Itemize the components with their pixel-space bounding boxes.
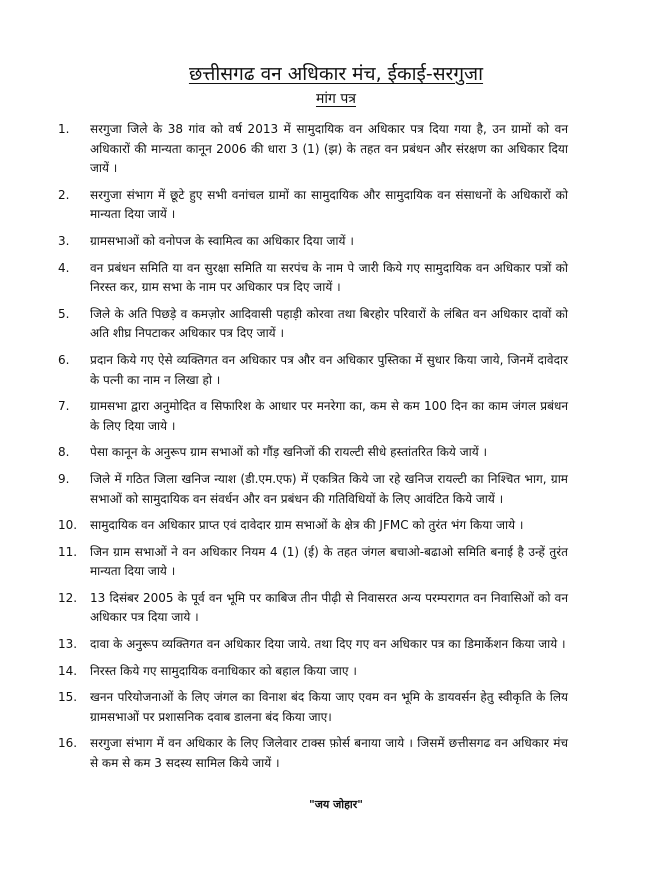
item-number: 5. [58, 306, 70, 321]
item-text: प्रदान किये गए ऐसे व्यक्तिगत वन अधिकार पत्र और वन अधिकार पुस्तिका में सुधार किया जाये, जिनमें दावेदार के पत्नी का नाम न लिखा हो । [90, 352, 568, 387]
item-number: 15. [58, 690, 78, 705]
item-number: 4. [58, 260, 70, 275]
demand-list [58, 120, 568, 781]
item-text: जिन ग्राम सभाओं ने वन अधिकार नियम 4 (1) (ई) के तहत जंगल बचाओ-बढाओ समिति बनाई है उन्हें तुरंत मान्यता दिया जाये । [90, 544, 568, 579]
item-text: दावा के अनुरूप व्यक्तिगत वन अधिकार दिया जाये. तथा दिए गए वन अधिकार पत्र का डिमार्केशन किया जाये । [90, 637, 566, 652]
item-number: 11. [58, 544, 78, 559]
demand-item [58, 470, 568, 509]
item-text: निरस्त किये गए सामुदायिक वनाधिकार को बहाल किया जाए । [90, 663, 357, 678]
demand-item [58, 516, 568, 536]
item-text: सरगुजा संभाग में वन अधिकार के लिए जिलेवार टाक्स फ़ोर्स बनाया जाये । जिसमें छत्तीसगढ वन अधिकार मंच से कम से कम 3 सदस्य सामिल किये जायें । [90, 736, 568, 771]
demand-item [58, 443, 568, 463]
item-text: जिले में गठित जिला खनिज न्याश (डी.एम.एफ) में एकत्रित किये जा रहे खनिज रायल्टी का निश्चित भाग, ग्राम सभाओं को सामुदायिक वन संवर्धन और वन प्रबंधन की गतिविधियों के लिए आवंटित किये जायें । [90, 471, 568, 506]
demand-item [58, 259, 568, 298]
item-number: 6. [58, 352, 70, 367]
demand-item [58, 543, 568, 582]
demand-item [58, 232, 568, 252]
item-number: 3. [58, 233, 70, 248]
demand-item [58, 662, 568, 682]
item-number: 1. [58, 122, 70, 136]
item-text: पेसा कानून के अनुरूप ग्राम सभाओं को गौंड़ खनिजों की रायल्टी सीधे हस्तांतरित किये जायें । [90, 445, 488, 460]
demand-item [58, 734, 568, 773]
demand-item [58, 120, 568, 179]
demand-item [58, 186, 568, 225]
document-title-text: छत्तीसगढ वन अधिकार मंच, ईकाई-सरगुजा [188, 63, 484, 85]
closing-salutation: "जय जोहार" [308, 798, 364, 811]
demand-item [58, 351, 568, 390]
item-number: 10. [58, 518, 78, 533]
demand-item [58, 589, 568, 628]
item-number: 2. [58, 187, 70, 202]
demand-item [58, 305, 568, 344]
item-number: 14. [58, 663, 78, 678]
item-text: सरगुजा जिले के 38 गांव को वर्ष 2013 में सामुदायिक वन अधिकार पत्र दिया गया है, उन ग्रामों को वन अधिकारों की मान्यता कानून 2006 की धारा 3 (1) (झ) के तहत वन प्रबंधन और संरक्षण का अधिकार दिया जायें । [90, 122, 568, 176]
item-number: 13. [58, 637, 78, 652]
item-number: 7. [58, 399, 70, 414]
document-title [0, 60, 672, 86]
item-number: 8. [58, 445, 70, 460]
demand-item [58, 635, 568, 655]
item-text: सरगुजा संभाग में छूटे हुए सभी वनांचल ग्रामों का सामुदायिक और सामुदायिक वन संसाधनों के अधिकारों को मान्यता दिया जायें । [90, 187, 568, 222]
item-text: खनन परियोजनाओं के लिए जंगल का विनाश बंद किया जाए एवम वन भूमि के डायवर्सन हेतु स्वीकृति के लिय ग्रामसभाओं पर प्रशासनिक दवाब डालना बंद किया जाए। [90, 690, 568, 724]
item-number: 12. [58, 590, 78, 605]
item-text: सामुदायिक वन अधिकार प्राप्त एवं दावेदार ग्राम सभाओं के क्षेत्र की JFMC को तुरंत भंग किया जाये । [90, 518, 524, 533]
item-text: 13 दिसंबर 2005 के पूर्व वन भूमि पर काबिज तीन पीढ़ी से निवासरत अन्य परम्परागत वन निवासिओं को वन अधिकार पत्र दिया जाये । [90, 590, 568, 625]
item-text: जिले के अति पिछड़े व कमज़ोर आदिवासी पहाड़ी कोरवा तथा बिरहोर परिवारों के लंबित वन अधिकार दावों को अति शीघ्र निपटाकर अधिकार पत्र दिए जायें । [90, 306, 568, 341]
item-text: ग्रामसभा द्वारा अनुमोदित व सिफारिश के आधार पर मनरेगा का, कम से कम 100 दिन का काम जंगल प्रबंधन के लिए दिया जाये । [90, 399, 568, 433]
item-text: ग्रामसभाओं को वनोपज के स्वामित्व का अधिकार दिया जायें । [90, 233, 354, 248]
item-text: वन प्रबंधन समिति या वन सुरक्षा समिति या सरपंच के नाम पे जारी किये गए सामुदायिक वन अधिकार पत्रों को निरस्त कर, ग्राम सभा के नाम पर अधिकार पत्र दिए जायें । [90, 260, 568, 295]
demand-item [58, 688, 568, 727]
item-number: 16. [58, 736, 78, 751]
demand-item [58, 397, 568, 436]
item-number: 9. [58, 471, 70, 486]
document-subtitle [0, 89, 672, 108]
document-subtitle-text: मांग पत्र [315, 91, 356, 107]
